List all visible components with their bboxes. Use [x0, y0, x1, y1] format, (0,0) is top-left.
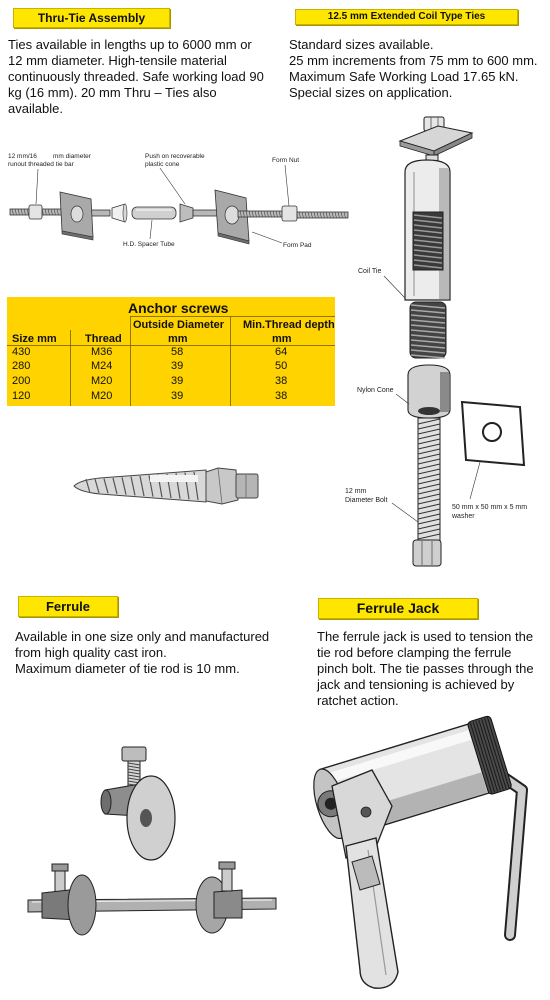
coil-tie-description — [289, 37, 538, 101]
cell-size: 280 — [12, 360, 31, 372]
cell-outside-diameter: 58 — [171, 346, 184, 358]
description-line: jack and tensioning is achieved by — [317, 677, 515, 692]
leader-line — [36, 169, 38, 204]
label-nylon-cone: Nylon Cone — [357, 387, 394, 394]
cell-thread: M24 — [91, 360, 113, 372]
form-pad-left-cone — [71, 206, 83, 222]
label-spacer-tube: H.D. Spacer Tube — [123, 241, 175, 248]
cell-size: 200 — [12, 375, 31, 387]
ferrule-body-end — [101, 790, 111, 814]
thru-tie-title: Thru-Tie Assembly — [13, 8, 170, 28]
description-line: pinch bolt. The tie passes through the — [317, 661, 534, 676]
cell-min-thread-depth: 38 — [275, 375, 288, 387]
description-line: kg (16 mm). 20 mm Thru – Ties also — [8, 85, 217, 100]
anchor-screws-title: Anchor screws — [128, 300, 229, 316]
thru-tie-assembly-drawing — [8, 153, 348, 249]
form-pad-right-cone — [225, 206, 239, 224]
description-line: ratchet action. — [317, 693, 399, 708]
label-bar-diameter: mm diameter — [53, 153, 91, 160]
ferrule-jack-drawing — [306, 715, 522, 988]
coil-tie-title: 12.5 mm Extended Coil Type Ties — [295, 9, 518, 25]
diameter-bolt-head — [413, 540, 441, 566]
label-coil-tie: Coil Tie — [358, 268, 382, 275]
leader-line — [470, 462, 480, 499]
description-line: Maximum diameter of tie rod is 10 mm. — [15, 661, 240, 676]
ferrule-right-body — [214, 890, 242, 918]
label-bar-size: 12 mm/16 — [8, 153, 37, 160]
header-min-thread-depth: Min.Thread depth — [243, 319, 335, 331]
label-washer-line1: 50 mm x 50 mm x 5 mm — [452, 504, 528, 511]
cell-thread: M20 — [91, 390, 113, 402]
table-rule — [130, 316, 335, 317]
cell-outside-diameter: 39 — [171, 390, 184, 402]
cell-outside-diameter: 39 — [171, 360, 184, 372]
label-washer-line2: washer — [452, 513, 475, 520]
tie-bar-right — [297, 212, 348, 218]
header-thread: Thread — [85, 333, 122, 345]
table-rule — [130, 316, 131, 406]
description-line: available. — [8, 101, 63, 116]
recoverable-cone-left-face — [123, 204, 127, 222]
label-bolt-line2: Diameter Bolt — [345, 497, 388, 504]
cell-min-thread-depth: 38 — [275, 390, 288, 402]
header-size: Size mm — [12, 333, 57, 345]
ferrule-right-bolt — [222, 866, 232, 891]
cell-size: 120 — [12, 390, 31, 402]
thru-tie-description — [8, 37, 264, 117]
spacer-tube — [132, 207, 176, 219]
label-bar-runout: runout threaded tie bar — [8, 161, 74, 168]
leader-line — [285, 165, 289, 206]
description-line: tie rod before clamping the ferrule — [317, 645, 512, 660]
anchor-screws-table — [7, 297, 335, 406]
cell-min-thread-depth: 64 — [275, 346, 288, 358]
label-cone-line2: plastic cone — [145, 161, 180, 168]
description-line: The ferrule jack is used to tension the — [317, 629, 534, 644]
nylon-cone-shade — [440, 372, 449, 412]
leader-line — [392, 503, 418, 522]
description-line: Available in one size only and manufactured — [15, 629, 270, 644]
ferrule-jack-description — [317, 629, 534, 709]
description-line: Special sizes on application. — [289, 85, 453, 100]
description-line: 12 mm diameter. High-tensile material — [8, 53, 227, 68]
ferrule-left-bolt-head — [52, 864, 68, 871]
jack-clamp-pin — [361, 807, 371, 817]
ferrule-right-bolt-head — [219, 862, 235, 869]
anchor-bolt-head — [236, 474, 258, 498]
leader-line — [384, 276, 405, 298]
cell-thread: M36 — [91, 346, 113, 358]
ferrule-left-bolt — [55, 868, 65, 892]
table-rule — [230, 316, 231, 406]
description-line: Ties available in lengths up to 6000 mm or — [8, 37, 252, 52]
ferrule-drawing — [28, 747, 276, 935]
label-form-nut: Form Nut — [272, 157, 300, 164]
form-nut — [282, 206, 297, 221]
label-cone-line1: Push on recoverable — [145, 153, 205, 160]
header-outside-diameter: Outside Diameter — [133, 319, 225, 331]
label-form-pad: Form Pad — [283, 242, 312, 249]
header-outside-diameter-unit: mm — [168, 333, 188, 345]
leader-line — [396, 394, 409, 404]
ferrule-title: Ferrule — [18, 596, 118, 617]
description-line: Standard sizes available. — [289, 37, 434, 52]
table-rule — [70, 330, 71, 406]
description-line: continuously threaded. Safe working load 90 — [8, 69, 264, 84]
cell-outside-diameter: 39 — [171, 375, 184, 387]
cell-size: 430 — [12, 346, 31, 358]
ferrule-flange-hole — [140, 809, 152, 827]
ferrule-bolt-head — [122, 747, 146, 761]
coil-tie-assembly-drawing — [345, 117, 527, 566]
jack-body — [306, 715, 512, 844]
recoverable-cone-right — [180, 204, 193, 222]
square-washer-hole — [483, 423, 501, 441]
tie-bar-middle — [193, 210, 219, 216]
cell-min-thread-depth: 50 — [275, 360, 288, 372]
description-line: 25 mm increments from 75 mm to 600 mm. — [289, 53, 538, 68]
tie-bar-nut — [29, 205, 42, 219]
anchor-screw-drawing — [74, 468, 258, 504]
label-bolt-line1: 12 mm — [345, 488, 367, 495]
header-min-thread-depth-unit: mm — [272, 333, 292, 345]
description-line: Maximum Safe Working Load 17.65 kN. — [289, 69, 519, 84]
nylon-cone-hole — [418, 407, 440, 415]
ferrule-left-flange — [68, 875, 96, 935]
thru-tie-labels — [8, 153, 312, 249]
cell-thread: M20 — [91, 375, 113, 387]
ferrule-description — [15, 629, 269, 677]
leader-line — [252, 232, 282, 243]
leader-line — [150, 220, 152, 239]
anchor-screw-slot — [150, 475, 198, 482]
description-line: from high quality cast iron. — [15, 645, 167, 660]
leader-line — [160, 168, 185, 204]
ferrule-jack-title: Ferrule Jack — [318, 598, 478, 619]
anchor-screw-body — [74, 470, 206, 502]
anchor-hex-nut — [206, 468, 238, 504]
